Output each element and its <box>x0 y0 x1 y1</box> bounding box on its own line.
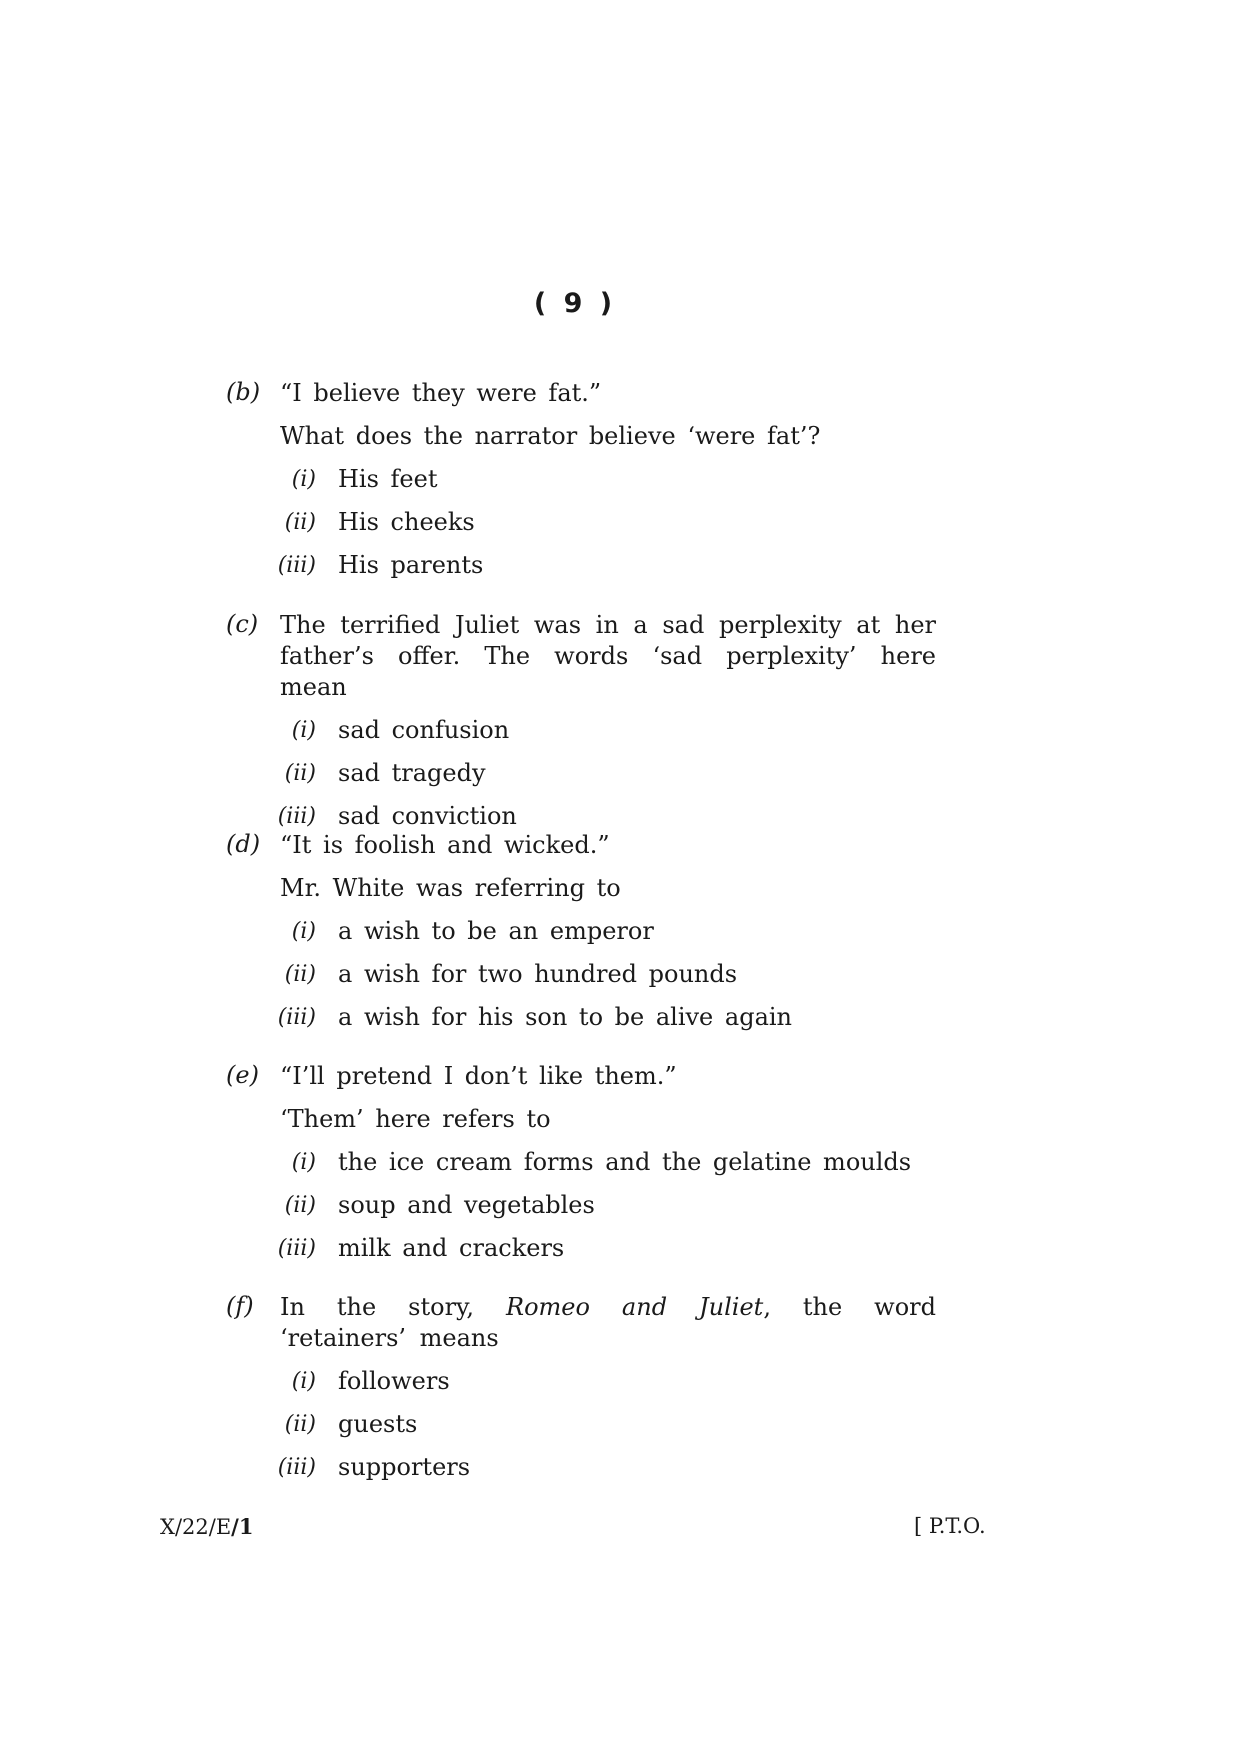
option <box>226 1233 936 1276</box>
question-prompt: Mr. White was referring to <box>280 874 621 902</box>
option <box>226 507 936 550</box>
option <box>226 1452 936 1495</box>
page-number: ( 9 ) <box>533 288 617 319</box>
option <box>226 1190 936 1233</box>
option <box>226 1366 936 1409</box>
question-e <box>226 1061 936 1264</box>
question-prompt: What does the narrator believe ‘were fat’? <box>280 422 821 450</box>
option <box>226 916 936 959</box>
option-number: (iii) <box>277 804 316 829</box>
question-label: (f) <box>226 1292 254 1320</box>
option-number: (ii) <box>284 761 316 786</box>
option <box>226 715 936 758</box>
option-number: (i) <box>291 1150 316 1175</box>
option-text: His parents <box>338 551 484 579</box>
option-text: guests <box>338 1410 418 1438</box>
option <box>226 1409 936 1452</box>
option-text: supporters <box>338 1453 471 1481</box>
question-quote: “I believe they were fat.” <box>280 379 602 407</box>
option-number: (ii) <box>284 510 316 535</box>
stem-text: In the story, <box>280 1293 507 1321</box>
option-number: (ii) <box>284 1193 316 1218</box>
option-text: His cheeks <box>338 508 475 536</box>
option-text: His feet <box>338 465 438 493</box>
option-number: (iii) <box>277 1005 316 1030</box>
option <box>226 550 936 593</box>
option-text: sad conviction <box>338 802 517 830</box>
stem-text: , the word ‘retainers’ means <box>280 1293 937 1352</box>
question-prompt: ‘Them’ here refers to <box>280 1105 551 1133</box>
option <box>226 758 936 801</box>
question-label: (d) <box>226 830 261 858</box>
paper-code-text: X/22/E <box>160 1515 232 1539</box>
question-f <box>226 1292 936 1483</box>
question-c <box>226 610 936 832</box>
option <box>226 464 936 507</box>
option-text: sad confusion <box>338 716 510 744</box>
option <box>226 1002 936 1045</box>
question-stem: The terrified Juliet was in a sad perplexity at her father’s offer. The words ‘sad perplexity’ here mean <box>280 611 936 701</box>
option-text: sad tragedy <box>338 759 486 787</box>
question-d <box>226 830 936 1033</box>
option-number: (iii) <box>277 1236 316 1261</box>
option <box>226 959 936 1002</box>
option-number: (ii) <box>284 962 316 987</box>
paper-code <box>160 1514 253 1539</box>
question-quote: “I’ll pretend I don’t like them.” <box>280 1062 677 1090</box>
question-label: (c) <box>226 610 259 638</box>
question-stem <box>280 1292 936 1354</box>
question-label: (b) <box>226 378 261 406</box>
option-text: a wish for two hundred pounds <box>338 960 738 988</box>
option-number: (i) <box>291 919 316 944</box>
pto-label: [ P.T.O. <box>914 1514 986 1538</box>
option-text: a wish to be an emperor <box>338 917 654 945</box>
option-number: (i) <box>291 718 316 743</box>
option-text: soup and vegetables <box>338 1191 595 1219</box>
story-title: Romeo and Juliet <box>506 1293 764 1321</box>
question-label: (e) <box>226 1061 259 1089</box>
option-text: the ice cream forms and the gelatine moulds <box>338 1148 912 1176</box>
option-number: (i) <box>291 467 316 492</box>
option-text: a wish for his son to be alive again <box>338 1003 793 1031</box>
paper-code-suffix: /1 <box>231 1514 254 1539</box>
option-number: (ii) <box>284 1412 316 1437</box>
question-b <box>226 378 936 581</box>
question-quote: “It is foolish and wicked.” <box>280 831 610 859</box>
option-number: (iii) <box>277 553 316 578</box>
option-number: (iii) <box>277 1455 316 1480</box>
option-text: followers <box>338 1367 450 1395</box>
option <box>226 1147 936 1190</box>
option-text: milk and crackers <box>338 1234 565 1262</box>
option-number: (i) <box>291 1369 316 1394</box>
